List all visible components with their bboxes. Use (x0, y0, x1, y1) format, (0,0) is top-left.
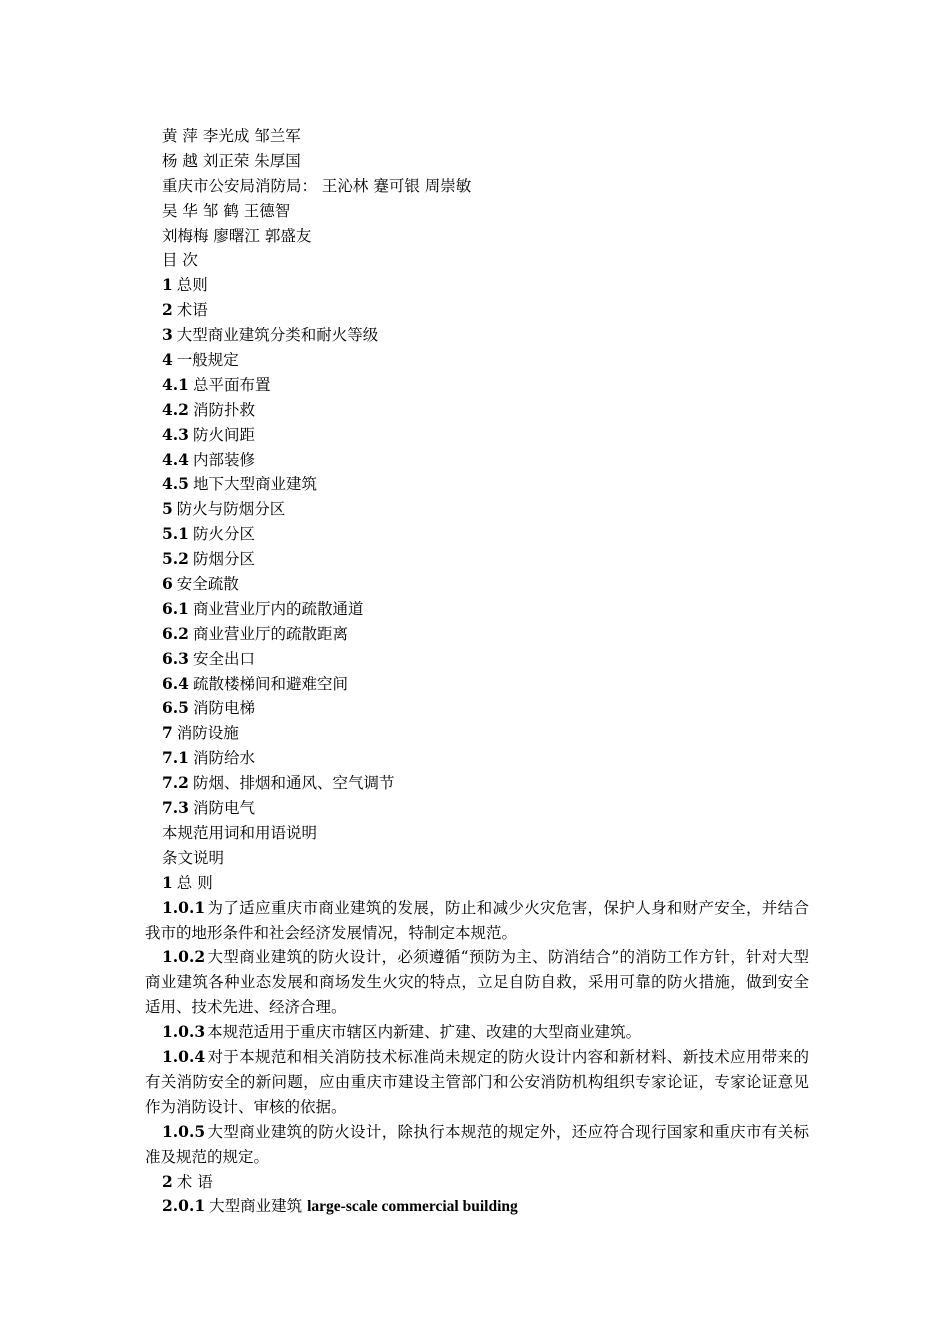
toc-item-number: 6.5 (162, 698, 189, 718)
clause-list (145, 896, 809, 1170)
clause-text: 为了适应重庆市商业建筑的发展，防止和减少火灾危害，保护人身和财产安全，并结合我市的地形条件和社会经济发展情况，特制定本规范。 (145, 898, 809, 942)
clause-paragraph (145, 1045, 809, 1120)
toc-item-number: 3 (162, 325, 173, 345)
toc-item (145, 547, 809, 572)
toc-item-label: 疏散楼梯间和避难空间 (192, 674, 348, 693)
toc-item-label: 总平面布置 (192, 375, 271, 394)
clause-number: 1.0.2 (162, 947, 206, 967)
toc-item-label: 防烟分区 (192, 550, 255, 569)
toc-item (145, 273, 809, 298)
section-title: 术 语 (176, 1172, 213, 1191)
term-name: 大型商业建筑 (209, 1197, 303, 1216)
toc-item (145, 448, 809, 473)
toc-item-label: 消防扑救 (192, 400, 255, 419)
toc-item-label: 防火间距 (192, 425, 255, 444)
toc-item (145, 696, 809, 721)
toc-item-label: 消防电气 (192, 799, 255, 818)
clause-number: 1.0.4 (162, 1047, 206, 1067)
toc-item-label: 总则 (176, 276, 208, 295)
toc-item (145, 672, 809, 697)
toc-item (145, 398, 809, 423)
toc-item-number: 4.2 (162, 399, 189, 419)
toc-item (145, 497, 809, 522)
toc-item (145, 796, 809, 821)
toc-item-number: 6 (162, 574, 173, 594)
toc-item-number: 4.3 (162, 424, 189, 444)
toc-item (145, 721, 809, 746)
clause-paragraph (145, 1020, 809, 1045)
toc-item-label: 内部装修 (192, 450, 255, 469)
toc-item (145, 423, 809, 448)
toc-item-label: 一般规定 (176, 351, 239, 370)
toc-item-label: 术语 (176, 301, 208, 320)
toc-item-label: 消防给水 (192, 749, 255, 768)
toc-item-number: 6.1 (162, 598, 189, 618)
header-line: 杨 越 刘正荣 朱厚国 (162, 151, 301, 170)
toc-item-number: 6.2 (162, 623, 189, 643)
toc-item-number: 4 (162, 350, 173, 370)
clause-number: 1.0.1 (162, 897, 206, 917)
toc-item-usage-notes: 本规范用词和用语说明 (162, 823, 318, 842)
toc-item-number: 7.3 (162, 798, 189, 818)
toc-item-explanation: 条文说明 (162, 848, 225, 867)
toc-item-label: 安全出口 (192, 649, 255, 668)
toc-item-label: 防烟、排烟和通风、空气调节 (192, 774, 395, 793)
header-line: 刘梅梅 廖曙江 郭盛友 (162, 226, 312, 245)
toc-item (145, 373, 809, 398)
toc-item (145, 472, 809, 497)
clause-paragraph (145, 945, 809, 1020)
toc-item-number: 6.4 (162, 673, 189, 693)
toc-item-number: 5.1 (162, 524, 189, 544)
toc-item-number: 6.3 (162, 648, 189, 668)
header-line: 重庆市公安局消防局： 王沁林 蹇可银 周崇敏 (162, 176, 472, 195)
toc-list (145, 273, 809, 821)
toc-item (145, 622, 809, 647)
clause-text: 大型商业建筑的防火设计，除执行本规范的规定外，还应符合现行国家和重庆市有关标准及规范的规定。 (145, 1122, 809, 1166)
toc-item-label: 商业营业厅的疏散距离 (192, 624, 348, 643)
toc-item (145, 348, 809, 373)
toc-item-label: 消防设施 (176, 724, 239, 743)
toc-item-label: 大型商业建筑分类和耐火等级 (176, 326, 379, 345)
toc-item (145, 771, 809, 796)
clause-number: 1.0.3 (162, 1022, 206, 1042)
toc-item-label: 防火分区 (192, 525, 255, 544)
toc-item (145, 522, 809, 547)
toc-item-number: 1 (162, 275, 173, 295)
clause-text: 大型商业建筑的防火设计，必须遵循“预防为主、防消结合”的消防工作方针，针对大型商业建筑各种业态发展和商场发生火灾的特点，立足自防自救，采用可靠的防火措施，做到安全适用、技术先进、经济合理。 (145, 948, 809, 1017)
toc-item-number: 2 (162, 300, 173, 320)
document-body (145, 124, 809, 1219)
section-number: 1 (162, 872, 173, 892)
clause-number: 1.0.5 (162, 1121, 206, 1141)
toc-item (145, 323, 809, 348)
toc-item-number: 5.2 (162, 549, 189, 569)
toc-item-number: 4.1 (162, 374, 189, 394)
header-line: 黄 萍 李光成 邹兰军 (162, 127, 301, 145)
toc-item-label: 防火与防烟分区 (176, 500, 286, 519)
toc-item-number: 4.5 (162, 474, 189, 494)
term-number: 2.0.1 (162, 1196, 206, 1216)
toc-item-number: 7 (162, 723, 173, 743)
section-number: 2 (162, 1171, 173, 1191)
toc-item-number: 5 (162, 499, 173, 519)
section-heading-2 (145, 1170, 809, 1195)
toc-item (145, 746, 809, 771)
toc-item (145, 298, 809, 323)
toc-item-number: 4.4 (162, 449, 189, 469)
toc-item-label: 商业营业厅内的疏散通道 (192, 599, 364, 618)
toc-item (145, 597, 809, 622)
section-title: 总 则 (176, 873, 213, 892)
toc-item (145, 572, 809, 597)
clause-text: 对于本规范和相关消防技术标准尚未规定的防火设计内容和新材料、新技术应用带来的有关消防安全的新问题，应由重庆市建设主管部门和公安消防机构组织专家论证，专家论证意见作为消防设计、审核的依据。 (145, 1048, 809, 1116)
section-heading-1 (145, 871, 809, 896)
toc-item-label: 地下大型商业建筑 (192, 475, 317, 494)
toc-item-number: 7.2 (162, 773, 189, 793)
toc-item (145, 647, 809, 672)
toc-item-number: 7.1 (162, 748, 189, 768)
toc-item-label: 消防电梯 (192, 699, 255, 718)
clause-text: 本规范适用于重庆市辖区内新建、扩建、改建的大型商业建筑。 (207, 1023, 642, 1042)
clause-paragraph (145, 1120, 809, 1170)
toc-title: 目 次 (162, 251, 198, 270)
term-english: large-scale commercial building (307, 1198, 518, 1216)
clause-paragraph (145, 896, 809, 946)
term-heading (145, 1194, 809, 1219)
toc-item-label: 安全疏散 (176, 575, 239, 594)
header-line: 吴 华 邹 鹤 王德智 (162, 201, 291, 220)
